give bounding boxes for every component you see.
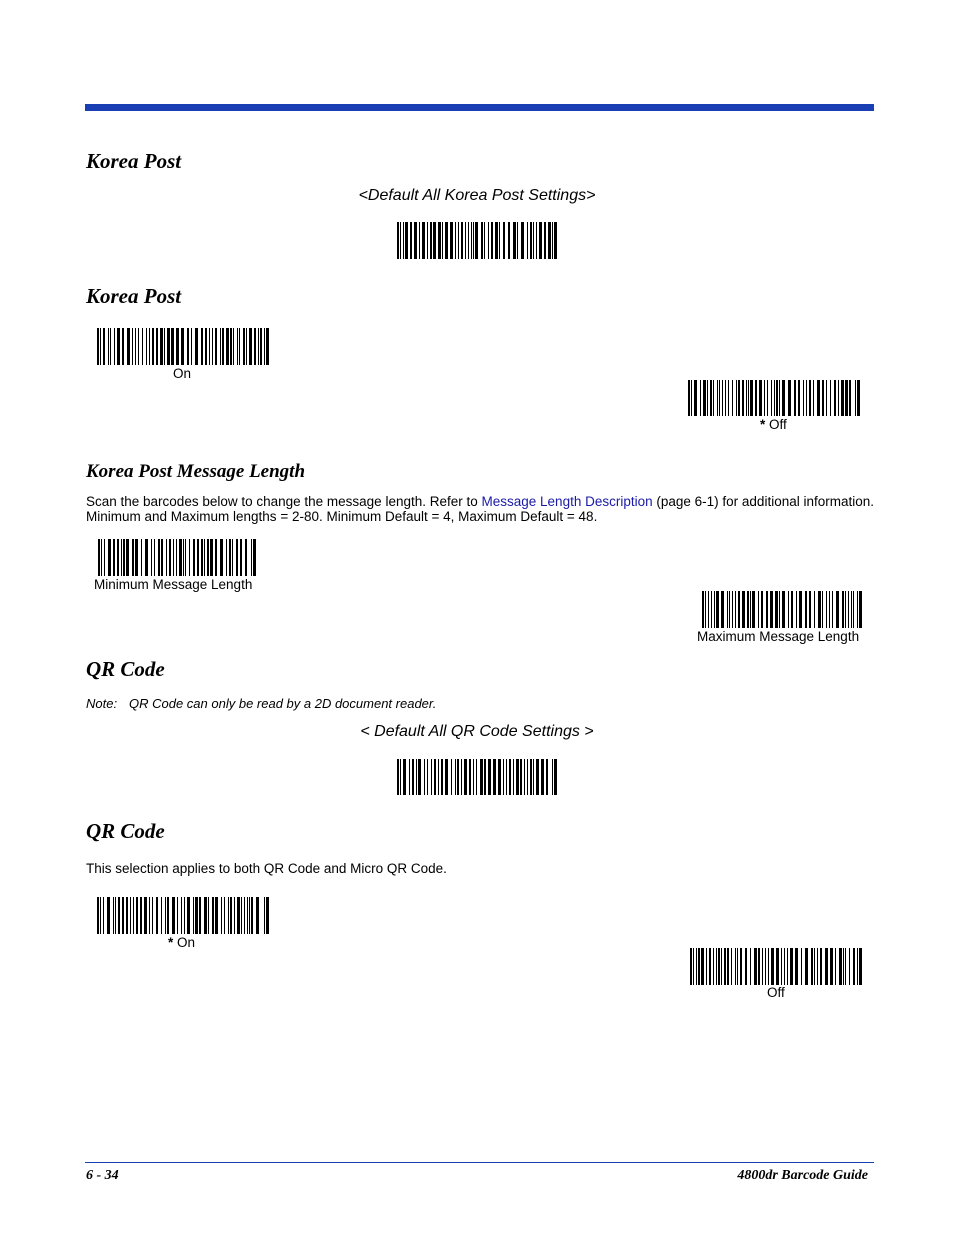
default-marker: * [168, 935, 174, 950]
description-text-continued: (page 6-1) for additional information. Minimum and Maximum lengths = 2-80. Minimum Default = 4, Maximum Default = 48. [86, 494, 874, 524]
maximum-length-barcode[interactable] [702, 591, 862, 628]
minimum-length-label: Minimum Message Length [94, 577, 253, 592]
note-prefix: Note: [86, 696, 118, 711]
guide-title: 4800dr Barcode Guide [737, 1168, 868, 1183]
default-marker: * [760, 417, 766, 432]
footer-rule [85, 1162, 874, 1163]
qr-code-default-caption: < Default All QR Code Settings > [360, 723, 594, 740]
korea-post-on-barcode[interactable] [97, 328, 269, 365]
qr-code-default-barcode[interactable] [397, 759, 557, 795]
korea-post-off-barcode[interactable] [688, 380, 860, 416]
qr-code-on-label [168, 935, 195, 950]
description-text: Scan the barcodes below to change the message length. Refer to [86, 494, 482, 509]
message-length-description-link[interactable]: Message Length Description [481, 494, 653, 509]
page-number: 6 - 34 [86, 1168, 119, 1183]
qr-code-heading: QR Code [86, 819, 165, 843]
qr-code-on-barcode[interactable] [97, 897, 269, 934]
korea-post-length-heading: Korea Post Message Length [86, 461, 306, 482]
qr-code-default-heading: QR Code [86, 657, 165, 681]
korea-post-default-barcode[interactable] [397, 222, 557, 259]
qr-code-off-barcode[interactable] [690, 948, 862, 985]
korea-post-default-heading: Korea Post [86, 149, 182, 173]
qr-code-description: This selection applies to both QR Code and Micro QR Code. [86, 861, 447, 876]
korea-post-default-caption: <Default All Korea Post Settings> [358, 187, 596, 204]
header-rule [85, 104, 874, 111]
on-label-text: On [173, 935, 196, 950]
off-label-text: Off [765, 417, 787, 432]
korea-post-on-label: On [173, 366, 192, 381]
korea-post-heading: Korea Post [86, 284, 182, 308]
korea-post-off-label [760, 417, 787, 432]
maximum-length-label: Maximum Message Length [697, 629, 860, 644]
note-text: QR Code can only be read by a 2D document reader. [129, 696, 437, 711]
minimum-length-barcode[interactable] [98, 539, 256, 576]
korea-post-length-description [86, 494, 876, 524]
qr-code-off-label: Off [767, 985, 785, 1000]
qr-code-note [86, 696, 436, 711]
